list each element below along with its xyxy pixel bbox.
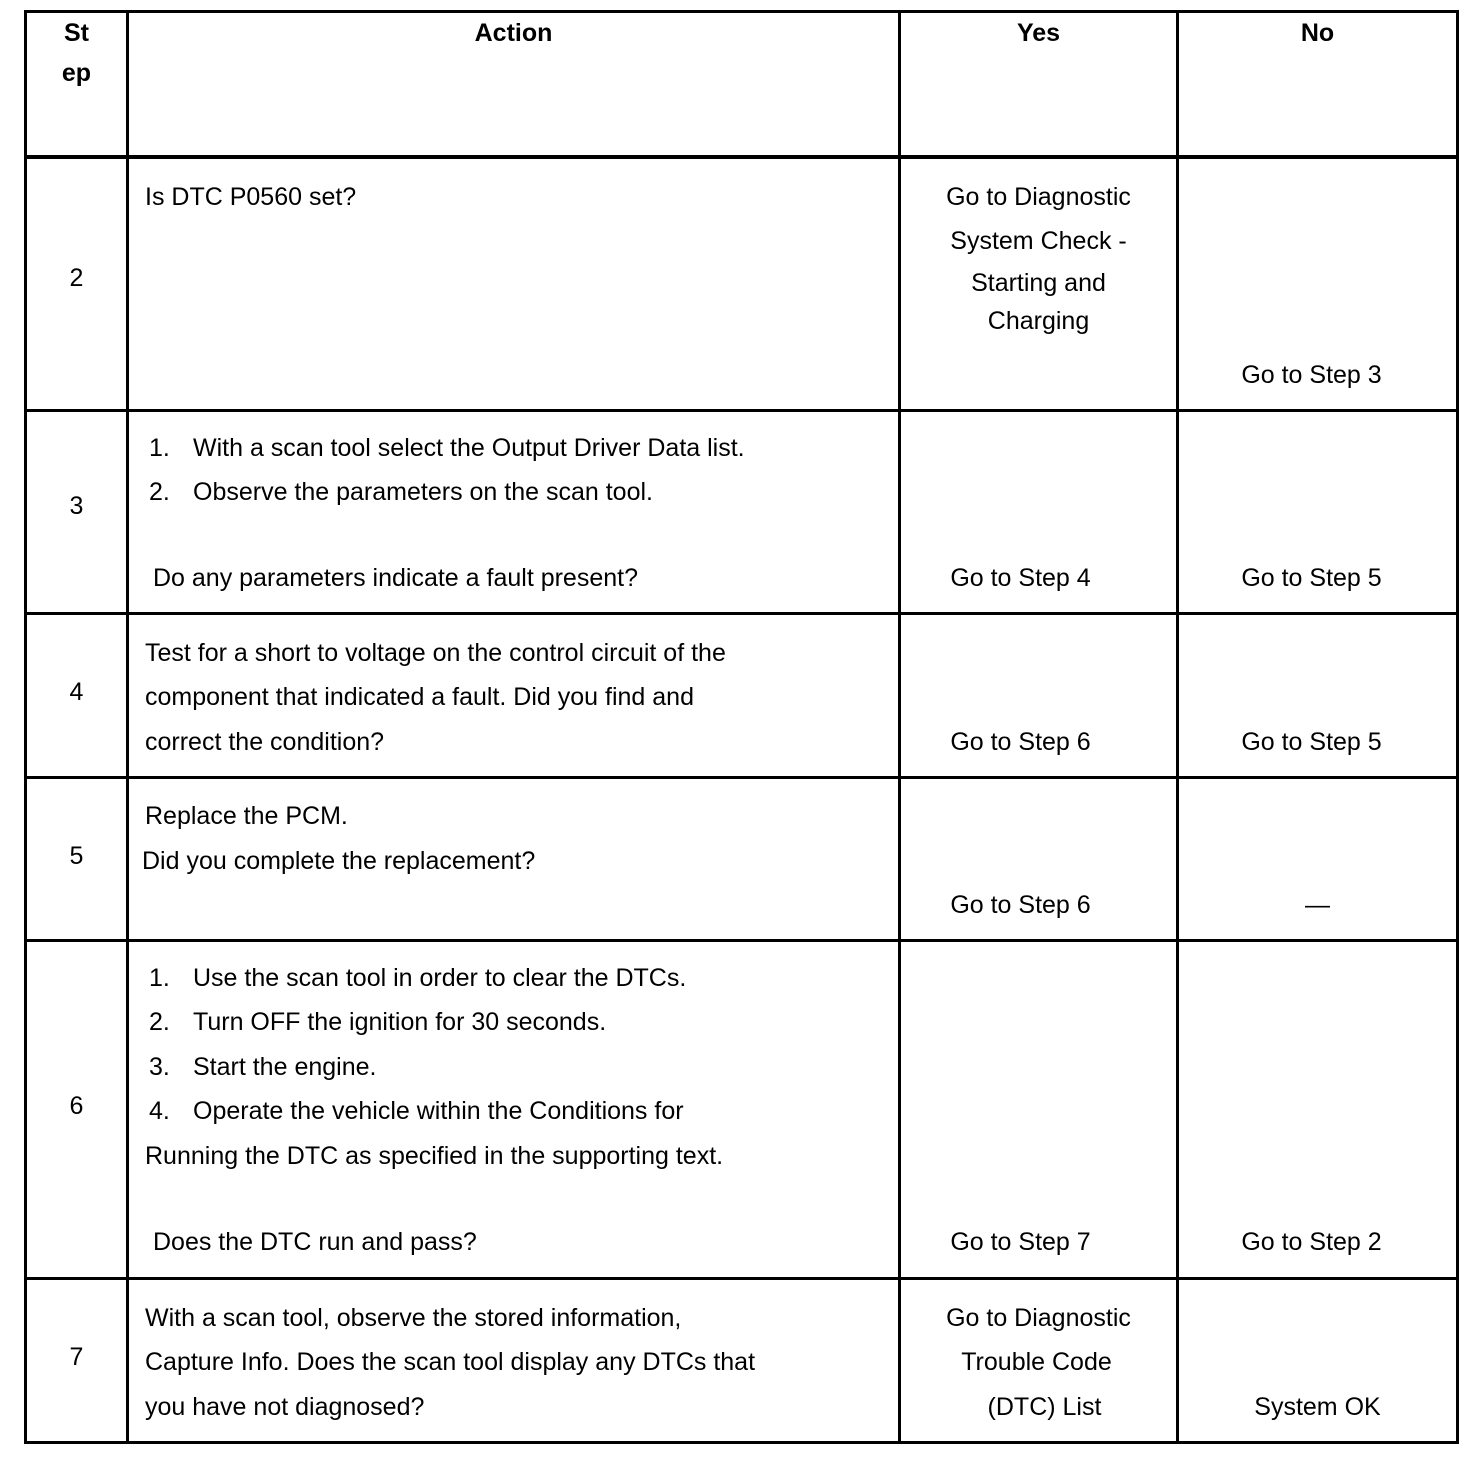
action-question: Does the DTC run and pass? (153, 1227, 477, 1256)
action-cell (128, 777, 900, 940)
action-text: Test for a short to voltage on the control circuit of the component that indicated a fault. Did you find and correct the condition? (145, 638, 726, 756)
action-text: Did you complete the replacement? (142, 846, 536, 875)
header-yes: Yes (900, 12, 1178, 158)
action-list (149, 426, 745, 515)
yes-text: Go to Step 4 (950, 563, 1091, 592)
yes-text: Go to Diagnostic System Check - Starting and Charging (946, 183, 1131, 335)
step-number: 2 (69, 264, 84, 292)
no-text: Go to Step 5 (1241, 727, 1382, 756)
step-cell (26, 410, 128, 613)
step-number: 5 (69, 841, 84, 870)
no-text: System OK (1254, 1392, 1381, 1421)
yes-cell (900, 777, 1178, 940)
header-no: No (1178, 12, 1458, 158)
list-item: 3. Start the engine. (149, 1052, 377, 1081)
step-cell (26, 940, 128, 1278)
step-cell (26, 1278, 128, 1442)
action-text: With a scan tool, observe the stored information, Capture Info. Does the scan tool display any DTCs that you have not diagnosed? (145, 1303, 756, 1421)
no-text: Go to Step 3 (1241, 361, 1382, 389)
action-text: Replace the PCM. (145, 801, 348, 830)
table-row (26, 410, 1458, 613)
no-text: Go to Step 2 (1241, 1227, 1382, 1256)
action-cell (128, 940, 900, 1278)
header-step: St ep (26, 12, 128, 158)
diagnostic-table (24, 10, 1459, 1444)
list-item: 4. Operate the vehicle within the Conditions for (149, 1097, 684, 1125)
yes-cell (900, 613, 1178, 777)
step-number: 6 (69, 1091, 84, 1120)
yes-cell (900, 410, 1178, 613)
step-cell (26, 613, 128, 777)
action-cell (128, 1278, 900, 1442)
action-question: Do any parameters indicate a fault present? (153, 563, 638, 592)
step-number: 7 (69, 1342, 84, 1371)
step-number: 3 (69, 491, 84, 520)
no-cell (1178, 1278, 1458, 1442)
list-item: 2. Observe the parameters on the scan tool. (149, 478, 653, 506)
yes-text: Go to Step 6 (950, 727, 1091, 756)
action-cell (128, 157, 900, 410)
header-action: Action (128, 12, 900, 158)
no-cell (1178, 777, 1458, 940)
table-row (26, 1278, 1458, 1442)
no-cell (1178, 613, 1458, 777)
step-cell (26, 157, 128, 410)
no-text: — (1305, 890, 1330, 919)
action-text: Is DTC P0560 set? (145, 183, 357, 211)
action-continuation: Running the DTC as specified in the supporting text. (145, 1141, 724, 1170)
yes-text: Go to Diagnostic Trouble Code (DTC) List (946, 1303, 1131, 1421)
no-cell (1178, 157, 1458, 410)
yes-cell (900, 1278, 1178, 1442)
no-text: Go to Step 5 (1241, 563, 1382, 592)
table-header-row (26, 12, 1458, 158)
action-cell (128, 613, 900, 777)
table-row (26, 613, 1458, 777)
yes-text: Go to Step 6 (950, 890, 1091, 919)
list-item: 2. Turn OFF the ignition for 30 seconds. (149, 1008, 607, 1036)
step-cell (26, 777, 128, 940)
yes-cell (900, 940, 1178, 1278)
yes-cell (900, 157, 1178, 410)
table-row (26, 157, 1458, 410)
step-number: 4 (69, 677, 84, 706)
action-cell (128, 410, 900, 613)
yes-text: Go to Step 7 (950, 1227, 1091, 1256)
table-row (26, 940, 1458, 1278)
no-cell (1178, 940, 1458, 1278)
table-row (26, 777, 1458, 940)
list-item: 1. Use the scan tool in order to clear the DTCs. (149, 963, 687, 992)
action-list (149, 956, 686, 1134)
list-item: 1. With a scan tool select the Output Driver Data list. (149, 433, 745, 462)
no-cell (1178, 410, 1458, 613)
